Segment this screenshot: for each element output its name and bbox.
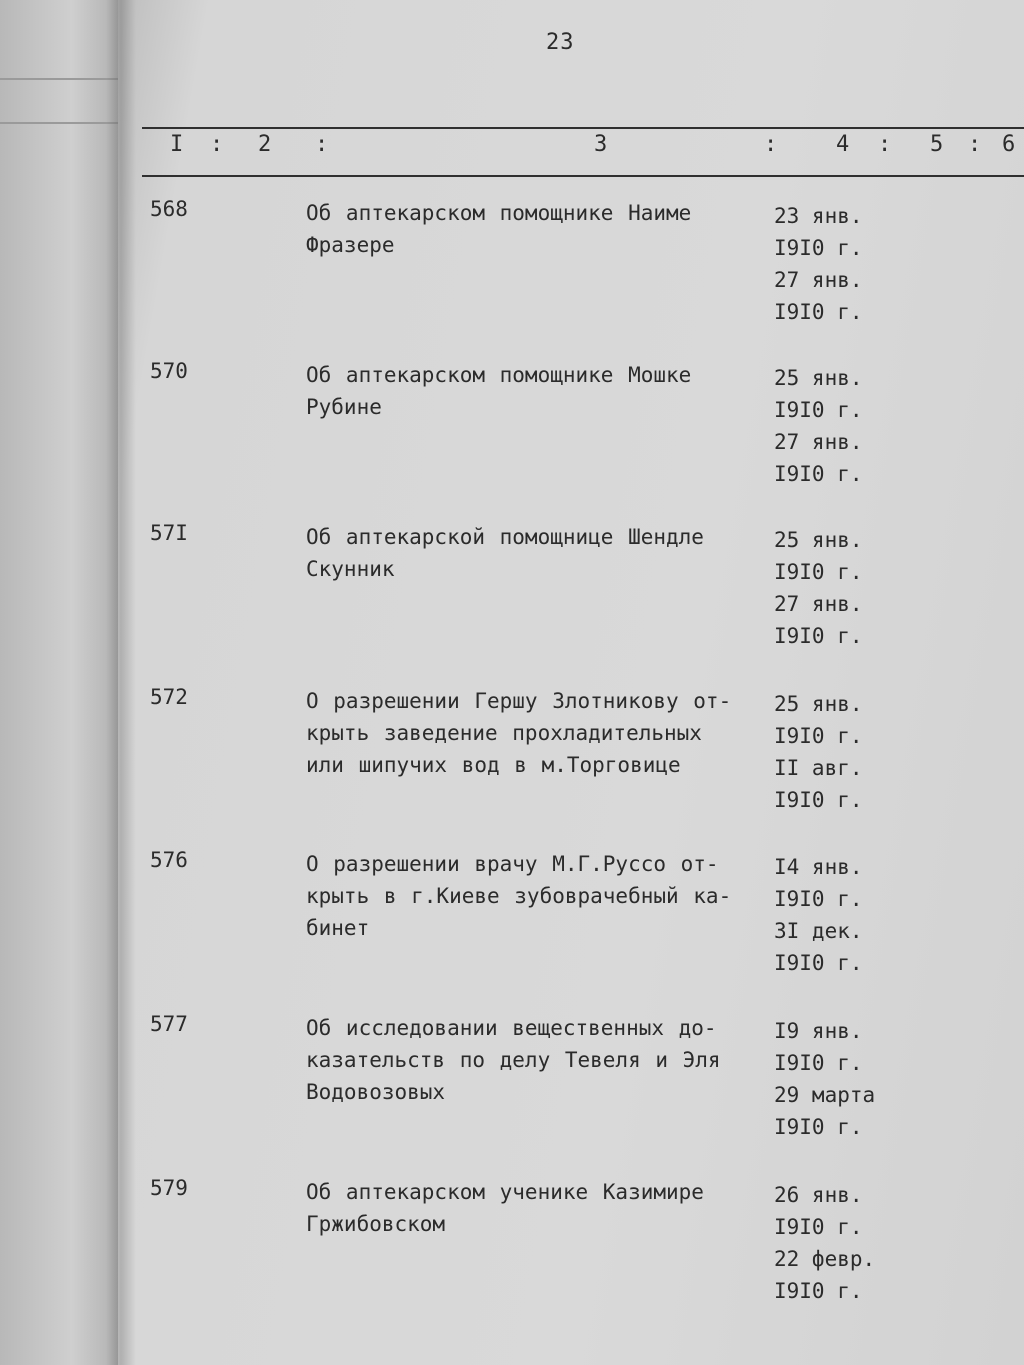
header-column-5: 5 [930,132,944,157]
end-year: I9I0 г. [774,1115,863,1139]
entry-dates [774,851,863,979]
header-column-6: 6 [1002,132,1016,157]
header-bottom-rule [142,175,1024,177]
start-date: 25 янв. [774,692,863,716]
header-separator: : [210,132,224,157]
header-column-1: I [170,132,184,157]
start-year: I9I0 г. [774,887,863,911]
start-date: I9 янв. [774,1019,863,1043]
start-date: I4 янв. [774,855,863,879]
entry-title: Об аптекарском помощнике Мошке Рубине [306,363,692,419]
end-date: 27 янв. [774,592,863,616]
entry-number: 570 [150,359,188,383]
entry-number: 576 [150,848,188,872]
start-year: I9I0 г. [774,1215,863,1239]
header-column-3: 3 [594,132,608,157]
entry-dates [774,1179,875,1307]
header-separator: : [764,132,778,157]
end-year: I9I0 г. [774,788,863,812]
start-date: 23 янв. [774,204,863,228]
end-date: 27 янв. [774,430,863,454]
entry-dates [774,362,863,490]
start-year: I9I0 г. [774,398,863,422]
header-separator: : [968,132,982,157]
start-year: I9I0 г. [774,724,863,748]
entry-number: 568 [150,197,188,221]
header-separator: : [878,132,892,157]
end-year: I9I0 г. [774,624,863,648]
left-page-rule [0,122,118,124]
header-separator: : [315,132,329,157]
end-date: II авг. [774,756,863,780]
entry-title: Об аптекарском помощнике Наиме Фразере [306,201,692,257]
entry-title: О разрешении Гершу Злотникову от- крыть заведение прохладительных или шипучих вод в м.Торговице [306,689,732,777]
entry-number: 57I [150,521,188,545]
start-date: 25 янв. [774,528,863,552]
end-year: I9I0 г. [774,1279,863,1303]
entry-dates [774,1015,875,1143]
header-column-2: 2 [258,132,272,157]
entry-dates [774,200,863,328]
start-year: I9I0 г. [774,1051,863,1075]
header-top-rule [142,127,1024,129]
entry-title: Об аптекарской помощнице Шендле Скунник [306,525,704,581]
end-date: 22 февр. [774,1247,876,1271]
start-date: 25 янв. [774,366,863,390]
end-date: 29 марта [774,1083,876,1107]
entry-number: 577 [150,1012,188,1036]
end-date: 3I дек. [774,919,863,943]
header-column-4: 4 [836,132,850,157]
entry-dates [774,524,863,652]
end-year: I9I0 г. [774,951,863,975]
entry-title: Об исследовании вещественных до- казательств по делу Тевеля и Эля Водовозовых [306,1016,721,1104]
entry-dates [774,688,863,816]
book-gutter [106,0,136,1365]
end-date: 27 янв. [774,268,863,292]
entry-number: 579 [150,1176,188,1200]
left-page-rule [0,78,118,80]
entry-number: 572 [150,685,188,709]
start-year: I9I0 г. [774,236,863,260]
end-year: I9I0 г. [774,300,863,324]
entry-title: Об аптекарском ученике Казимире Гржибовском [306,1180,704,1236]
start-year: I9I0 г. [774,560,863,584]
end-year: I9I0 г. [774,462,863,486]
page-number: 23 [546,30,575,55]
entry-title: О разрешении врачу М.Г.Руссо от- крыть в г.Киеве зубоврачебный ка- бинет [306,852,732,940]
start-date: 26 янв. [774,1183,863,1207]
